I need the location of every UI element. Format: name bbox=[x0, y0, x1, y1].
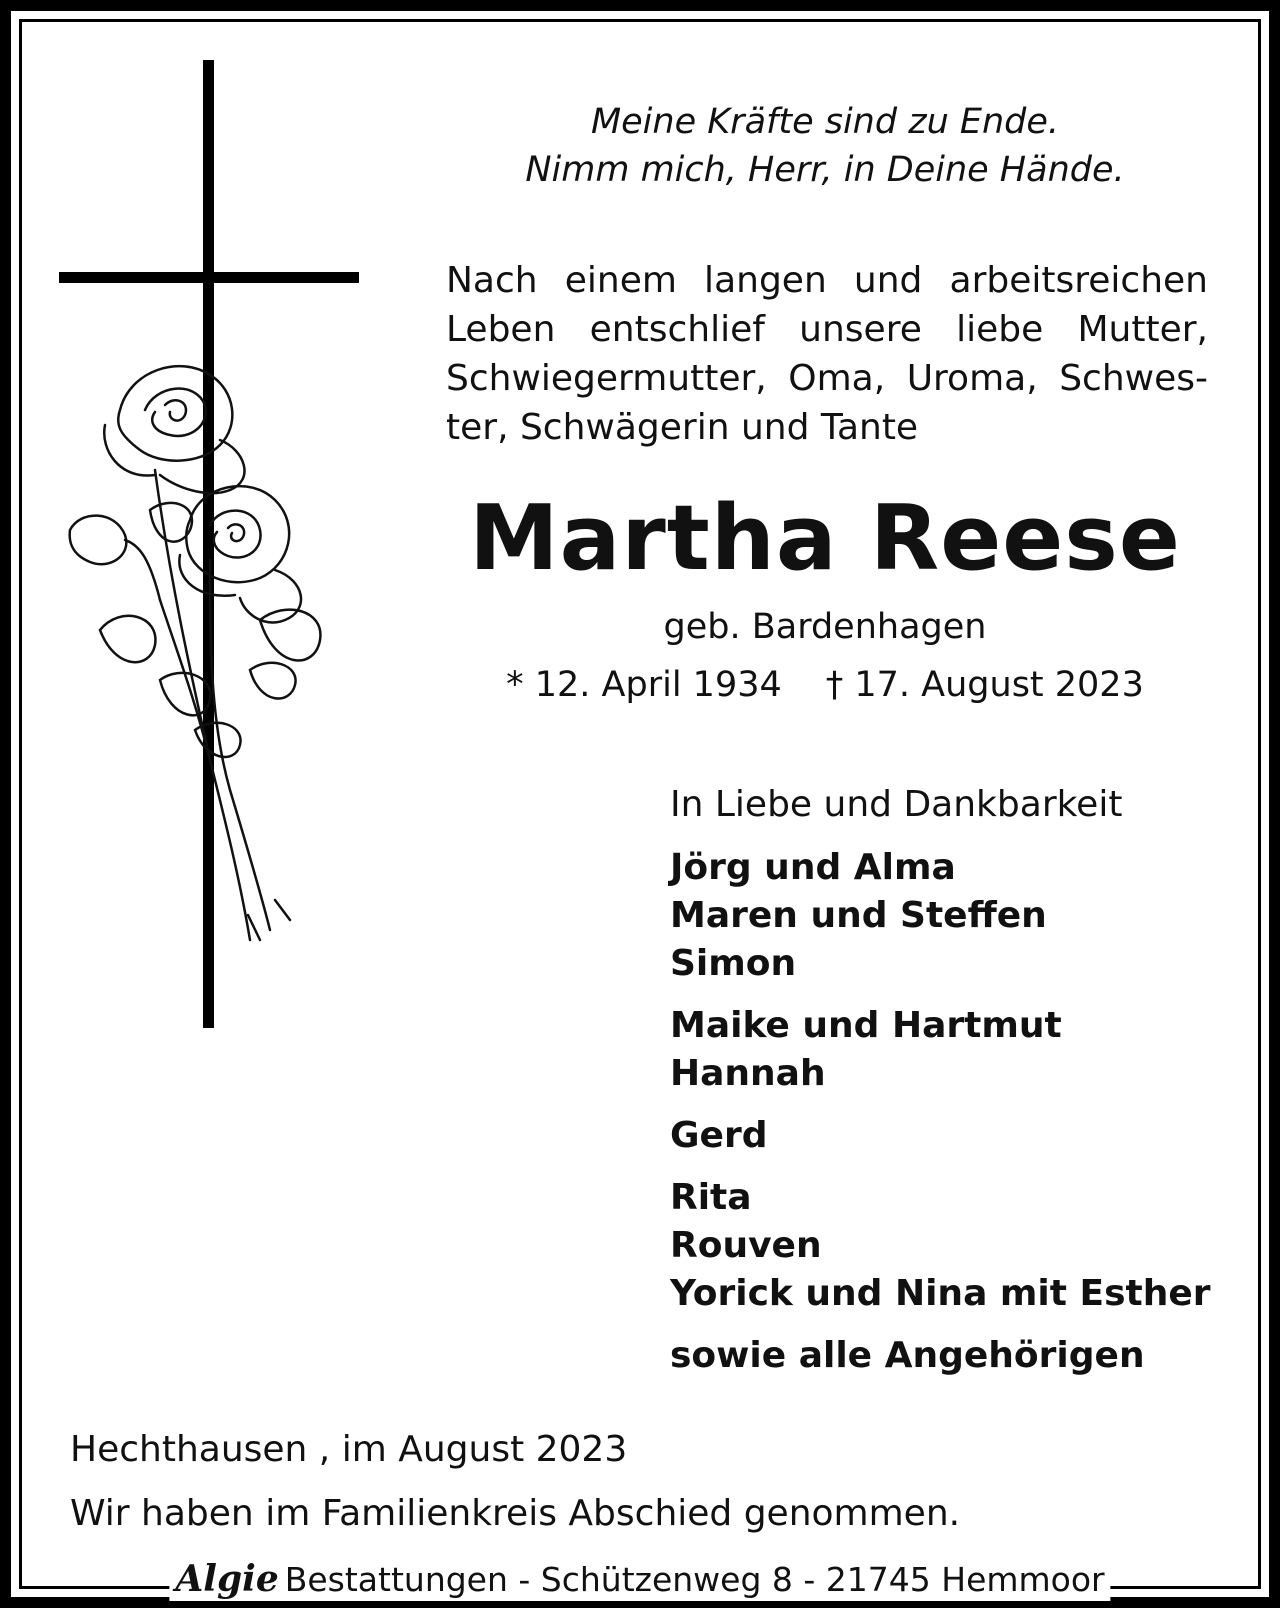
footer-address: Bestattungen - Schützenweg 8 - 21745 Hemmoor bbox=[284, 1560, 1105, 1599]
mourner-group bbox=[670, 844, 1211, 988]
birth-date: * 12. April 1934 bbox=[506, 665, 782, 705]
mourner-group bbox=[670, 1112, 1211, 1160]
mourner-line: Maike und Hartmut bbox=[670, 1005, 1062, 1046]
life-dates bbox=[440, 662, 1210, 708]
death-date: † 17. August 2023 bbox=[825, 665, 1144, 705]
cross-horizontal-bar bbox=[59, 272, 359, 283]
verse-line-1: Meine Kräfte sind zu Ende. bbox=[590, 102, 1060, 142]
mourner-line: Rouven bbox=[670, 1225, 822, 1266]
roses-illustration bbox=[60, 340, 350, 980]
mourners-list bbox=[670, 844, 1211, 1394]
verse bbox=[440, 98, 1210, 194]
mourner-line: Maren und Steffen bbox=[670, 895, 1047, 936]
footer bbox=[0, 1558, 1280, 1602]
mourner-group bbox=[670, 1332, 1211, 1380]
mourner-line: sowie alle Angehörigen bbox=[670, 1335, 1145, 1376]
intro-text: Nach einem langen und arbeitsreichen Leben entschlief unsere liebe Mutter, Schwiegermutter, Oma, Uroma, Schwes-ter, Schwägerin und Tante bbox=[446, 260, 1208, 448]
mourner-group bbox=[670, 1002, 1211, 1098]
mourner-line: Rita bbox=[670, 1177, 752, 1218]
mourner-line: Yorick und Nina mit Esther bbox=[670, 1273, 1211, 1314]
funeral-home-logo: Algie bbox=[175, 1558, 279, 1600]
mourner-group bbox=[670, 1174, 1211, 1318]
mourner-line: Jörg und Alma bbox=[670, 847, 956, 888]
mourner-line: Simon bbox=[670, 943, 797, 984]
farewell-note: Wir haben im Familienkreis Abschied genommen. bbox=[70, 1493, 961, 1534]
maiden-name: geb. Bardenhagen bbox=[663, 607, 987, 647]
place-date: Hechthausen , im August 2023 bbox=[70, 1429, 628, 1470]
mourner-line: Gerd bbox=[670, 1115, 768, 1156]
footer-content bbox=[169, 1558, 1110, 1601]
verse-line-2: Nimm mich, Herr, in Deine Hände. bbox=[525, 150, 1125, 190]
thanks-line: In Liebe und Dankbarkeit bbox=[670, 784, 1123, 825]
deceased-name: Martha Reese bbox=[469, 486, 1181, 591]
mourner-line: Hannah bbox=[670, 1053, 826, 1094]
